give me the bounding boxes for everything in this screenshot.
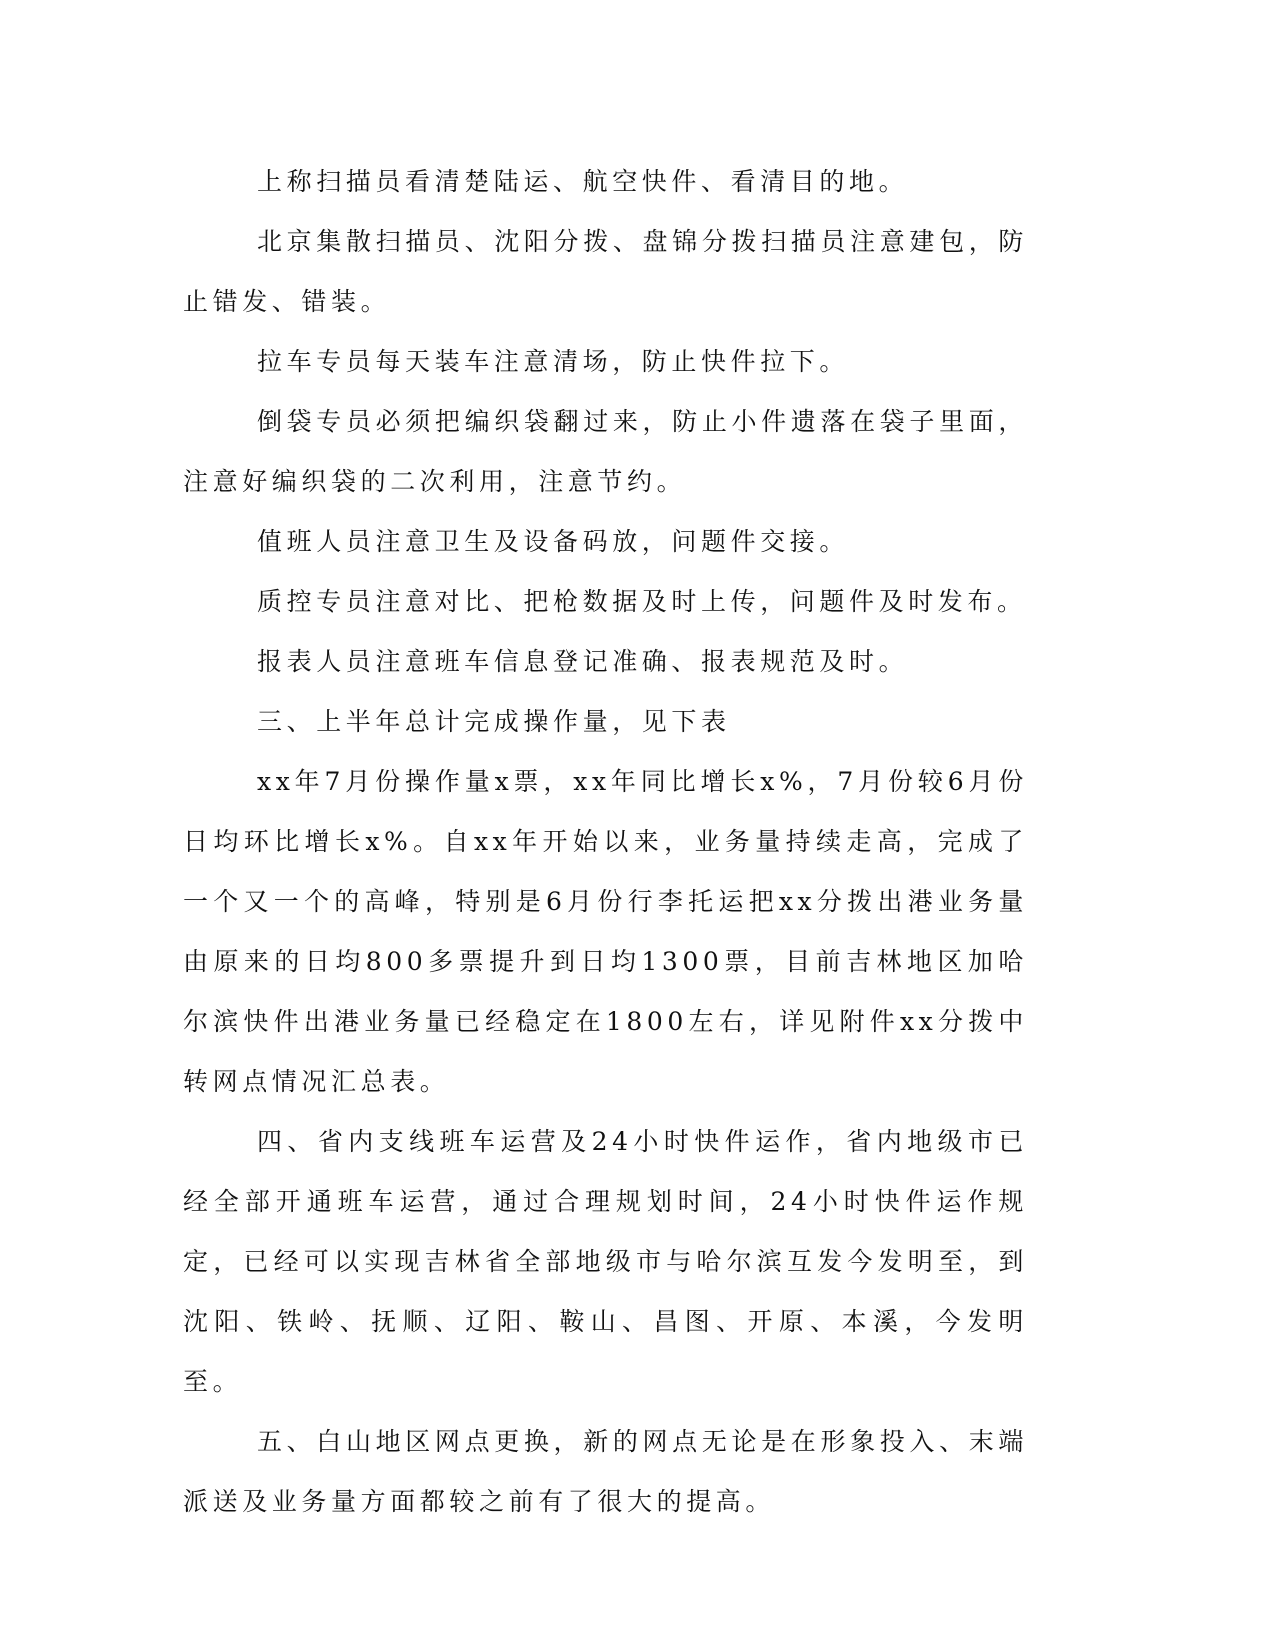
paragraph-report-notice: 报表人员注意班车信息登记准确、报表规范及时。 (257, 647, 909, 676)
section-four-branch-lines: 四、省内支线班车运营及24小时快件运作，省内地级市已经全部开通班车运营，通过合理规划时间，24小时快件运作规定，已经可以实现吉林省全部地级市与哈尔滨互发今发明至，到沈阳、铁岭、抚顺、辽阳、鞍山、昌图、开原、本溪，今发明至。 (183, 1127, 1028, 1396)
paragraph-duty-notice: 值班人员注意卫生及设备码放，问题件交接。 (257, 527, 850, 556)
paragraph-loading-notice: 拉车专员每天装车注意清场，防止快件拉下。 (257, 347, 850, 376)
paragraph-packing-notice: 北京集散扫描员、沈阳分拨、盘锦分拨扫描员注意建包，防止错发、错装。 (183, 227, 1028, 316)
paragraph-scanner-check: 上称扫描员看清楚陆运、航空快件、看清目的地。 (257, 167, 909, 196)
section-heading-three: 三、上半年总计完成操作量，见下表 (257, 707, 731, 736)
document-body (183, 152, 1028, 1532)
paragraph-bag-notice: 倒袋专员必须把编织袋翻过来，防止小件遗落在袋子里面，注意好编织袋的二次利用，注意节约。 (183, 407, 1028, 496)
section-five-outlet-change: 五、白山地区网点更换，新的网点无论是在形象投入、末端派送及业务量方面都较之前有了很大的提高。 (183, 1427, 1028, 1516)
paragraph-quality-notice: 质控专员注意对比、把枪数据及时上传，问题件及时发布。 (257, 587, 1027, 616)
paragraph-volume-summary: xx年7月份操作量x票，xx年同比增长x%，7月份较6月份日均环比增长x%。自xx年开始以来，业务量持续走高，完成了一个又一个的高峰，特别是6月份行李托运把xx分拨出港业务量由原来的日均800多票提升到日均1300票，目前吉林地区加哈尔滨快件出港业务量已经稳定在1800左右，详见附件xx分拨中转网点情况汇总表。 (183, 767, 1028, 1096)
